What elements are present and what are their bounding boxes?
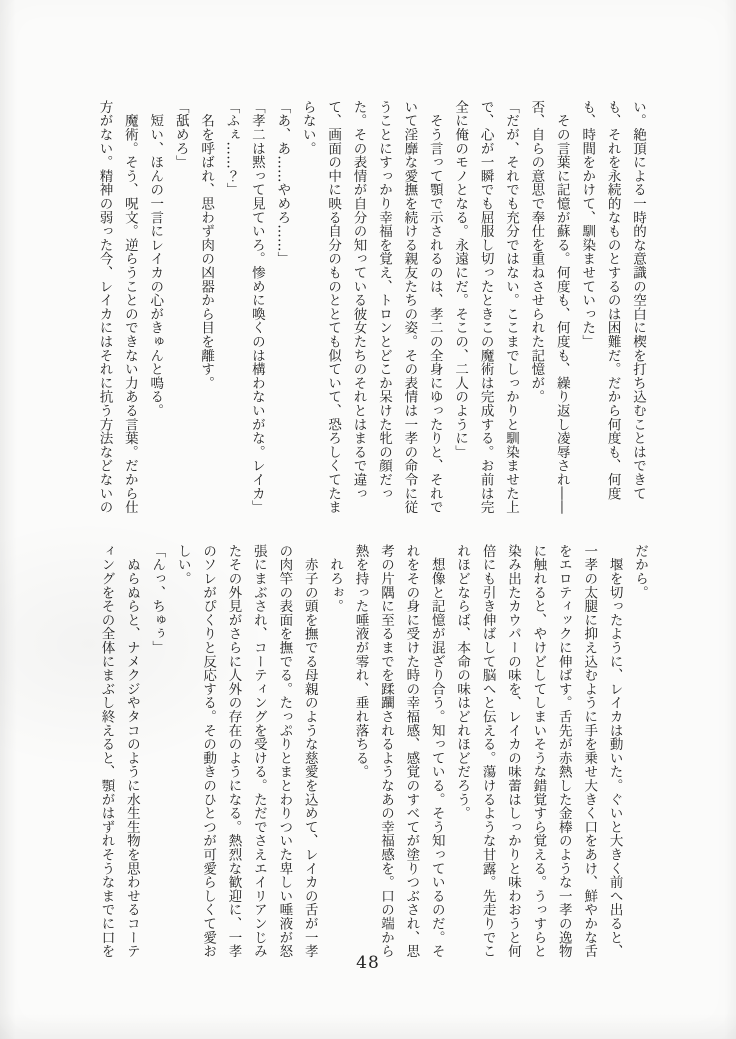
- text-line: 想像と記憶が混ざり合う。知っている。そう知っているのだ。そ: [428, 544, 445, 958]
- text-line: れろぉ。: [327, 544, 344, 613]
- text-line: をエロティックに伸ばす。舌先が赤熱した金棒のような一孝の逸物: [555, 544, 572, 958]
- page-number: 48: [356, 953, 380, 973]
- text-line: そう言って顎で示されるのは、孝二の全身にゆったりと、それで: [426, 100, 443, 514]
- text-line: の肉竿の表面を撫でる。たっぷりとまとわりついた卑しい唾液が怒: [276, 544, 293, 958]
- text-line: 「ふぇ……？」: [223, 100, 240, 197]
- top-text-block: [84, 100, 650, 514]
- text-line: ぬらぬらと、ナメクジやタコのように水生生物を思わせるコーテ: [123, 544, 140, 958]
- text-line: たその外見がさらに人外の存在のようになる。熱烈な歓迎に、一孝: [225, 544, 242, 958]
- text-line: で、心が一瞬でも屈服し切ったときこの魔術は完成する。お前は完: [477, 100, 494, 514]
- text-line: その言葉に記憶が蘇る。何度も、何度も、繰り返し凌辱され――: [553, 100, 570, 514]
- text-line: 魔術。そう、呪文。逆らうことのできない力ある言葉。だから仕: [121, 100, 138, 514]
- text-line: ィングをその全体にまぶし終えると、顎がはずれそうなまでに口を: [98, 544, 115, 958]
- text-line: 全に俺のモノとなる。永遠にだ。そこの、二人のように」: [452, 100, 469, 459]
- bottom-text-block: [86, 544, 652, 956]
- text-line: 短い、ほんの一言にレイカの心がきゅんと鳴る。: [147, 100, 164, 418]
- text-line: 「んっ、ちゅぅ」: [149, 544, 166, 655]
- text-line: 考の片隅に至るまでを蹂躙されるようなあの幸福感を。口の端から: [377, 544, 394, 958]
- text-line: も、時間をかけて、馴染ませていった」: [579, 100, 596, 349]
- text-line: 堰を切ったように、レイカは動いた。ぐいと大きく前へ出ると、: [606, 544, 623, 958]
- text-line: い。絶頂による一時的な意識の空白に楔を打ち込むことはできて: [630, 100, 646, 501]
- text-line: れほどならば、本命の味はどれほどだろう。: [454, 544, 471, 820]
- text-line: 「だが、それでも充分ではない。ここまでしっかりと馴染ませた上: [502, 100, 519, 514]
- text-line: 名を呼ばれ、思わず肉の凶器から目を離す。: [198, 100, 215, 390]
- text-line: 「舐めろ」: [172, 100, 189, 169]
- text-line: 熱を持った唾液が零れ、垂れ落ちる。: [352, 544, 369, 779]
- text-line: 「あ、あ……やめろ……」: [274, 100, 291, 266]
- text-line: 「孝二は黙って見ていろ。惨めに喚くのは構わないがな。レイカ」: [248, 100, 265, 514]
- text-line: いて淫靡な愛撫を続ける親友たちの姿。その表情は一孝の命令に従: [401, 100, 418, 514]
- text-line: 否、自らの意思で奉仕を重ねさせられた記憶が。: [528, 100, 545, 404]
- text-line: て、画面の中に映る自分のものととても似ていて、恐ろしくてたま: [325, 100, 342, 514]
- text-line: うことにすっかり幸福を覚え、トロンとどこか呆けた牝の顔だっ: [375, 100, 392, 501]
- text-line: のソレがぴくりと反応する。その動きのひとつが可愛らしくて愛お: [200, 544, 217, 958]
- text-line: 張にまぶされ、コーティングを受ける。ただでさえエイリアンじみ: [250, 544, 267, 958]
- text-line: れをその身に受けた時の幸福感、感覚のすべてが塗りつぶされ、思: [403, 544, 420, 958]
- text-line: に触れると、やけどしてしまいそうな錯覚すら覚える。うっすらと: [530, 544, 547, 958]
- text-line: 一孝の太腿に抑え込むように手を乗せ大きく口をあけ、鮮やかな舌: [581, 544, 598, 958]
- text-line: 赤子の頭を撫でる母親のような慈愛を込めて、レイカの舌が一孝: [301, 544, 318, 958]
- text-line: だから。: [632, 544, 648, 600]
- text-line: しい。: [174, 544, 191, 586]
- text-line: 方がない。精神の弱った今、レイカにはそれに抗う方法などないの: [96, 100, 113, 514]
- text-line: 倍にも引き伸ばして脳へと伝える。蕩けるような甘露。先走りでこ: [479, 544, 496, 958]
- text-line: も、それを永続的なものとするのは困難だ。だから何度も、何度: [604, 100, 621, 501]
- text-line: た。その表情が自分の知っている彼女たちのそれとはまるで違っ: [350, 100, 367, 501]
- text-line: 染み出たカウパーの味を、レイカの味蕾はしっかりと味わおうと何: [504, 544, 521, 958]
- text-line: らない。: [299, 100, 316, 156]
